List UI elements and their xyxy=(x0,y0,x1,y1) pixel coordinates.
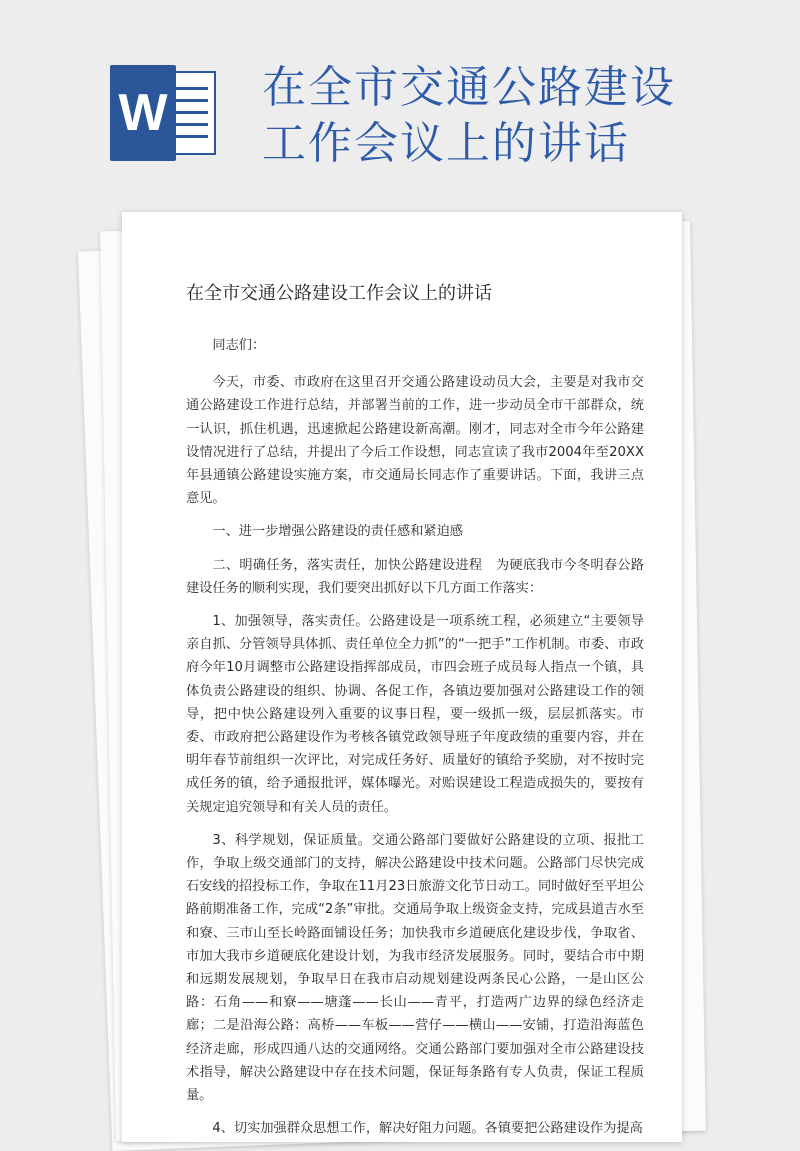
paragraph-intro: 今天，市委、市政府在这里召开交通公路建设动员大会，主要是对我市交通公路建设工作进行总结，并部署当前的工作，进一步动员全市干部群众，统一认识，抓住机遇，迅速掀起公路建设新高潮。刚才，同志对全市今年公路建设情况进行了总结，并提出了今后工作设想，同志宣读了我市2004年至20XX年县通镇公路建设实施方案，市交通局长同志作了重要讲话。下面，我讲三点意见。 xyxy=(186,375,644,507)
word-document-icon xyxy=(110,65,222,161)
word-letter-badge: W xyxy=(110,65,176,161)
paragraph-planning: 3、科学规划，保证质量。交通公路部门要做好公路建设的立项、报批工作，争取上级交通部门的支持，解决公路建设中技术问题。公路部门尽快完成石安线的招投标工作，争取在11月23日旅游文化节日动工。同时做好至平坦公路前期准备工作，完成“2条”审批。交通局争取上级资金支持，完成县道吉水至和寮、三市山至长岭路面铺设任务；加快我市乡道硬底化建设步伐，争取省、市加大我市乡道硬底化建设计划，为我市经济发展服务。同时，要结合市中期和远期发展规划，争取早日在我市启动规划建设两条民心公路，一是山区公路：石角——和寮——塘蓬——长山——青平，打造两广边界的绿色经济走廊；二是沿海公路：高桥——车板——营仔——横山——安铺，打造沿海蓝色经济走廊，形成四通八达的交通网络。交通公路部门要加强对全市公路建设技术指导，解决公路建设中存在技术问题，保证每条路有专人负责，保证工程质量。 xyxy=(186,832,644,1104)
document-title: 在全市交通公路建设工作会议上的讲话 xyxy=(186,283,492,304)
header xyxy=(0,0,800,210)
section-heading-1: 一、进一步增强公路建设的责任感和紧迫感 xyxy=(212,524,463,540)
page-title: 在全市交通公路建设工作会议上的讲话 xyxy=(262,62,676,169)
section-heading-2: 二、明确任务，落实责任，加快公路建设进程 为硬底我市今冬明春公路建设任务的顺利实现，我们要突出抓好以下几方面工作落实： xyxy=(186,557,644,596)
paragraph-masses: 4、切实加强群众思想工作，解决好阻力问题。各镇要把公路建设作为提高 xyxy=(212,1121,643,1137)
salutation: 同志们： xyxy=(212,338,266,353)
document-page xyxy=(122,212,682,1142)
paragraph-leadership: 1、加强领导，落实责任。公路建设是一项系统工程，必须建立“主要领导亲自抓、分管领导具体抓、责任单位全力抓”的“一把手”工作机制。市委、市政府今年10月调整市公路建设指挥部成员，市四会班子成员每人指点一个镇，具体负责公路建设的组织、协调、各促工作，各镇边要加强对公路建设工作的领导，把中快公路建设列入重要的议事日程，要一级抓一级，层层抓落实。市委、市政府把公路建设作为考核各镇党政领导班子年度政绩的重要内容，并在明年春节前组织一次评比，对完成任务好、质量好的镇给予奖励，对不按时完成任务的镇，给予通报批评，媒体曝光。对贻误建设工程造成损失的，要按有关规定追究领导和有关人员的责任。 xyxy=(186,614,644,815)
